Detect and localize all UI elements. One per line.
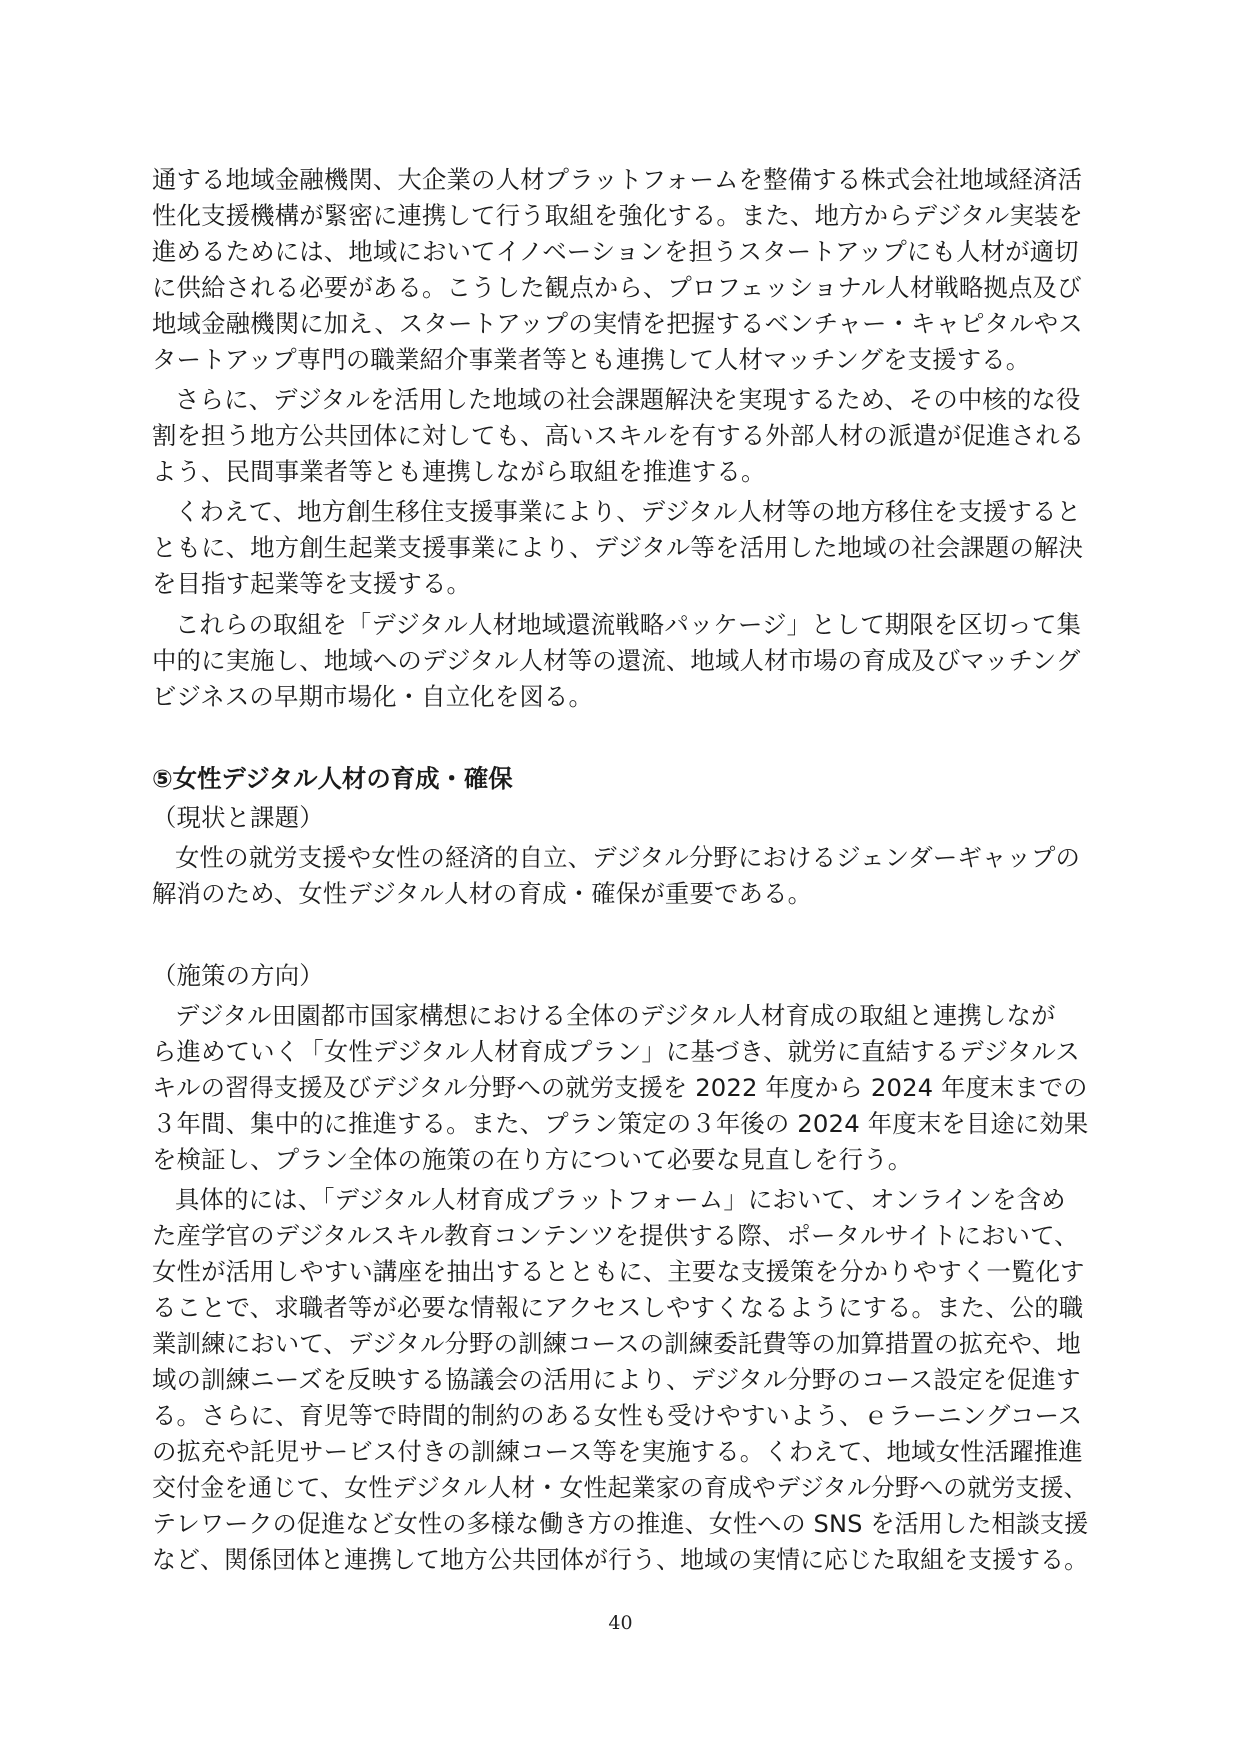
body-line: さらに、デジタルを活用した地域の社会課題解決を実現するため、その中核的な役 bbox=[175, 385, 1081, 414]
body-line: タートアップ専門の職業紹介事業者等とも連携して人材マッチングを支援する。 bbox=[152, 345, 1031, 374]
subsection-label: （現状と課題） bbox=[152, 803, 324, 832]
body-line: テレワークの促進など女性の多様な働き方の推進、女性への SNS を活用した相談支援 bbox=[152, 1509, 1089, 1538]
body-line: 地域金融機関に加え、スタートアップの実情を把握するベンチャー・キャピタルやス bbox=[152, 309, 1083, 338]
body-line: ら進めていく「女性デジタル人材育成プラン」に基づき、就労に直結するデジタルス bbox=[152, 1037, 1080, 1066]
body-line: を目指す起業等を支援する。 bbox=[152, 569, 472, 598]
body-line: 割を担う地方公共団体に対しても、高いスキルを有する外部人材の派遣が促進される bbox=[152, 421, 1085, 450]
body-line: など、関係団体と連携して地方公共団体が行う、地域の実情に応じた取組を支援する。 bbox=[152, 1545, 1089, 1574]
body-line: ３年間、集中的に推進する。また、プラン策定の３年後の 2024 年度末を目途に効果 bbox=[152, 1109, 1089, 1138]
body-line: ビジネスの早期市場化・自立化を図る。 bbox=[152, 682, 594, 711]
body-line: 性化支援機構が緊密に連携して行う取組を強化する。また、地方からデジタル実装を bbox=[152, 201, 1084, 230]
body-line: 交付金を通じて、女性デジタル人材・女性起業家の育成やデジタル分野への就労支援、 bbox=[152, 1473, 1088, 1502]
body-line: 進めるためには、地域においてイノベーションを担うスタートアップにも人材が適切 bbox=[152, 237, 1079, 266]
body-line: これらの取組を「デジタル人材地域還流戦略パッケージ」として期限を区切って集 bbox=[175, 610, 1082, 639]
body-line: 女性の就労支援や女性の経済的自立、デジタル分野におけるジェンダーギャップの bbox=[175, 843, 1081, 872]
body-line: 具体的には、「デジタル人材育成プラットフォーム」において、オンラインを含め bbox=[175, 1185, 1066, 1214]
body-line: 業訓練において、デジタル分野の訓練コースの訓練委託費等の加算措置の拡充や、地 bbox=[152, 1329, 1081, 1358]
body-line: 女性が活用しやすい講座を抽出するとともに、主要な支援策を分かりやすく一覧化す bbox=[152, 1257, 1085, 1286]
body-line: よう、民間事業者等とも連携しながら取組を推進する。 bbox=[152, 457, 766, 486]
body-line: くわえて、地方創生移住支援事業により、デジタル人材等の地方移住を支援すると bbox=[175, 497, 1082, 526]
body-line: に供給される必要がある。こうした観点から、プロフェッショナル人材戦略拠点及び bbox=[152, 273, 1082, 302]
section-heading: ⑤女性デジタル人材の育成・確保 bbox=[152, 764, 513, 793]
body-line: 通する地域金融機関、大企業の人材プラットフォームを整備する株式会社地域経済活 bbox=[152, 165, 1083, 194]
body-line: る。さらに、育児等で時間的制約のある女性も受けやすいよう、ｅラーニングコース bbox=[152, 1401, 1083, 1430]
subsection-label: （施策の方向） bbox=[152, 961, 324, 990]
body-line: デジタル田園都市国家構想における全体のデジタル人材育成の取組と連携しなが bbox=[175, 1001, 1056, 1030]
body-line: た産学官のデジタルスキル教育コンテンツを提供する際、ポータルサイトにおいて、 bbox=[152, 1221, 1079, 1250]
body-line: 域の訓練ニーズを反映する協議会の活用により、デジタル分野のコース設定を促進す bbox=[152, 1365, 1081, 1394]
body-line: ともに、地方創生起業支援事業により、デジタル等を活用した地域の社会課題の解決 bbox=[152, 533, 1084, 562]
body-line: ることで、求職者等が必要な情報にアクセスしやすくなるようにする。また、公的職 bbox=[152, 1293, 1084, 1322]
body-line: の拡充や託児サービス付きの訓練コース等を実施する。くわえて、地域女性活躍推進 bbox=[152, 1437, 1083, 1466]
body-line: を検証し、プラン全体の施策の在り方について必要な見直しを行う。 bbox=[152, 1145, 913, 1174]
body-line: 解消のため、女性デジタル人材の育成・確保が重要である。 bbox=[152, 879, 813, 908]
body-line: 中的に実施し、地域へのデジタル人材等の還流、地域人材市場の育成及びマッチング bbox=[152, 646, 1081, 675]
page-number: 40 bbox=[608, 1612, 633, 1634]
body-line: キルの習得支援及びデジタル分野への就労支援を 2022 年度から 2024 年度末までの bbox=[152, 1073, 1088, 1102]
